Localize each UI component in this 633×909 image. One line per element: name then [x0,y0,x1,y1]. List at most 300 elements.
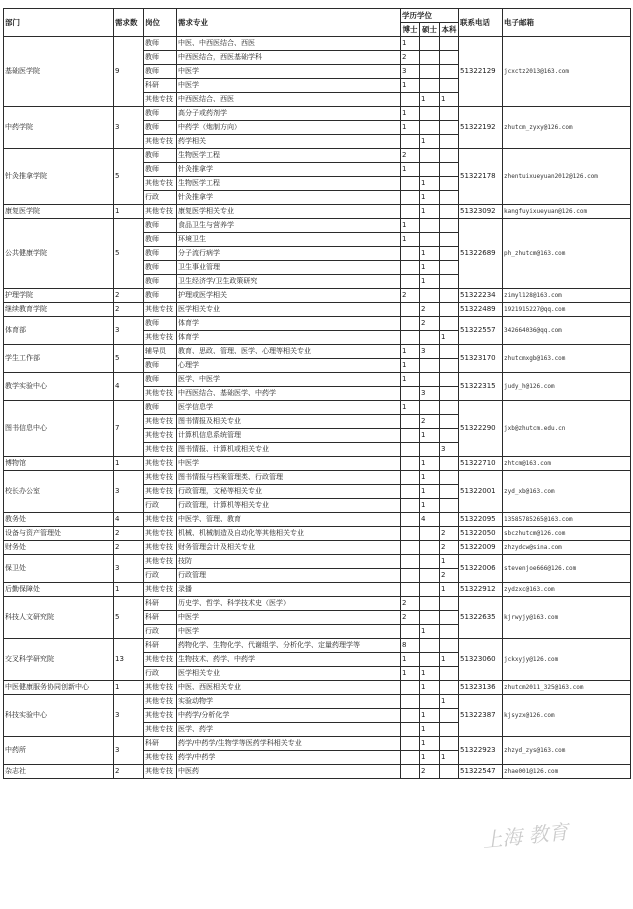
position-cell: 科研 [144,639,177,653]
position-cell: 其他专技 [144,751,177,765]
master-cell [420,611,440,625]
dept-email-cell: kjsyzx@126.com [503,695,631,737]
dept-count-cell: 2 [114,527,144,541]
master-cell [420,359,440,373]
bachelor-cell [440,219,459,233]
master-cell [420,373,440,387]
bachelor-cell [440,359,459,373]
dept-count-cell: 4 [114,373,144,401]
bachelor-cell [440,247,459,261]
dept-email-cell: zhae001@126.com [503,765,631,779]
table-row [4,317,631,331]
phd-cell [401,471,420,485]
master-cell: 3 [420,387,440,401]
master-cell [420,65,440,79]
dept-phone-cell: 51322006 [459,555,503,583]
position-cell: 其他专技 [144,387,177,401]
dept-email-cell: kjrwyjy@163.com [503,597,631,639]
major-cell: 中西医结合、基础医学、中药学 [177,387,401,401]
table-row [4,681,631,695]
dept-phone-cell: 51322095 [459,513,503,527]
master-cell [420,597,440,611]
major-cell: 康复医学相关专业 [177,205,401,219]
dept-count-cell: 2 [114,303,144,317]
dept-name-cell: 后勤保障处 [4,583,114,597]
master-cell: 1 [420,737,440,751]
dept-count-cell: 3 [114,737,144,765]
table-row [4,289,631,303]
dept-name-cell: 教务处 [4,513,114,527]
header-major: 需求专业 [177,9,401,37]
dept-name-cell: 基础医学院 [4,37,114,107]
bachelor-cell [440,625,459,639]
table-row [4,149,631,163]
position-cell: 教师 [144,359,177,373]
phd-cell [401,429,420,443]
bachelor-cell [440,191,459,205]
dept-email-cell: zimyl128@163.com [503,289,631,303]
bachelor-cell [440,513,459,527]
phd-cell [401,569,420,583]
dept-phone-cell: 51322290 [459,401,503,457]
position-cell: 辅导员 [144,345,177,359]
dept-phone-cell: 51322912 [459,583,503,597]
dept-count-cell: 5 [114,149,144,205]
major-cell: 医学、药学 [177,723,401,737]
dept-count-cell: 5 [114,597,144,639]
recruitment-table [3,8,631,779]
bachelor-cell [440,765,459,779]
dept-count-cell: 1 [114,457,144,471]
bachelor-cell [440,415,459,429]
major-cell: 针灸推拿学 [177,163,401,177]
major-cell: 录播 [177,583,401,597]
phd-cell: 1 [401,401,420,415]
position-cell: 行政 [144,569,177,583]
major-cell: 高分子或药剂学 [177,107,401,121]
position-cell: 教师 [144,219,177,233]
bachelor-cell: 1 [440,93,459,107]
major-cell: 图书情报、计算机或相关专业 [177,443,401,457]
phd-cell: 3 [401,65,420,79]
major-cell: 医学相关专业 [177,303,401,317]
dept-phone-cell: 51323092 [459,205,503,219]
master-cell: 2 [420,415,440,429]
dept-phone-cell: 51323136 [459,681,503,695]
dept-name-cell: 康复医学院 [4,205,114,219]
dept-count-cell: 13 [114,639,144,681]
dept-phone-cell: 51322489 [459,303,503,317]
bachelor-cell [440,275,459,289]
dept-phone-cell: 51323060 [459,639,503,681]
dept-email-cell: judy_h@126.com [503,373,631,401]
master-cell: 1 [420,135,440,149]
phd-cell [401,681,420,695]
table-header [4,9,631,37]
phd-cell: 1 [401,79,420,93]
major-cell: 中医、西医相关专业 [177,681,401,695]
master-cell: 2 [420,765,440,779]
position-cell: 其他专技 [144,555,177,569]
position-cell: 其他专技 [144,331,177,345]
bachelor-cell [440,485,459,499]
phd-cell [401,205,420,219]
position-cell: 科研 [144,611,177,625]
master-cell: 1 [420,751,440,765]
bachelor-cell [440,317,459,331]
major-cell: 体育学 [177,317,401,331]
phd-cell: 1 [401,233,420,247]
master-cell: 1 [420,667,440,681]
master-cell: 1 [420,177,440,191]
major-cell: 实验动物学 [177,695,401,709]
dept-count-cell: 5 [114,219,144,289]
table-row [4,639,631,653]
phd-cell [401,331,420,345]
position-cell: 其他专技 [144,93,177,107]
dept-count-cell: 1 [114,205,144,219]
major-cell: 体育学 [177,331,401,345]
phd-cell [401,93,420,107]
phd-cell [401,317,420,331]
table-row [4,303,631,317]
phd-cell: 8 [401,639,420,653]
dept-phone-cell: 51322387 [459,695,503,737]
dept-email-cell: jcxctz2013@163.com [503,37,631,107]
major-cell: 生物技术、药学、中药学 [177,653,401,667]
phd-cell: 1 [401,121,420,135]
phd-cell [401,247,420,261]
phd-cell: 2 [401,149,420,163]
phd-cell [401,415,420,429]
master-cell [420,401,440,415]
phd-cell [401,443,420,457]
dept-count-cell: 3 [114,317,144,345]
position-cell: 行政 [144,667,177,681]
phd-cell: 1 [401,373,420,387]
dept-count-cell: 3 [114,107,144,149]
master-cell: 1 [420,247,440,261]
phd-cell [401,737,420,751]
dept-email-cell: zyd_xb@163.com [503,471,631,513]
position-cell: 其他专技 [144,583,177,597]
table-row [4,541,631,555]
position-cell: 其他专技 [144,205,177,219]
bachelor-cell [440,709,459,723]
master-cell: 1 [420,205,440,219]
phd-cell [401,723,420,737]
phd-cell [401,625,420,639]
master-cell: 1 [420,723,440,737]
position-cell: 其他专技 [144,513,177,527]
header-phone: 联系电话 [459,9,503,37]
major-cell: 行政管理，文秘等相关专业 [177,485,401,499]
bachelor-cell: 1 [440,331,459,345]
master-cell [420,541,440,555]
bachelor-cell [440,177,459,191]
major-cell: 中医药 [177,765,401,779]
phd-cell [401,695,420,709]
phd-cell: 1 [401,667,420,681]
bachelor-cell [440,723,459,737]
bachelor-cell: 1 [440,653,459,667]
bachelor-cell: 2 [440,541,459,555]
major-cell: 行政管理，计算机等相关专业 [177,499,401,513]
dept-name-cell: 护理学院 [4,289,114,303]
position-cell: 其他专技 [144,765,177,779]
master-cell [420,37,440,51]
bachelor-cell [440,457,459,471]
dept-count-cell: 5 [114,345,144,373]
header-position: 岗位 [144,9,177,37]
position-cell: 其他专技 [144,541,177,555]
major-cell: 中医学 [177,611,401,625]
dept-phone-cell: 51322923 [459,737,503,765]
phd-cell [401,513,420,527]
header-count: 需求数 [114,9,144,37]
phd-cell: 1 [401,359,420,373]
major-cell: 生物医学工程 [177,149,401,163]
phd-cell [401,583,420,597]
dept-count-cell: 2 [114,541,144,555]
phd-cell: 2 [401,611,420,625]
position-cell: 其他专技 [144,681,177,695]
master-cell: 3 [420,345,440,359]
dept-name-cell: 设备与资产管理处 [4,527,114,541]
master-cell [420,695,440,709]
master-cell: 1 [420,457,440,471]
master-cell [420,219,440,233]
table-row [4,107,631,121]
master-cell: 1 [420,709,440,723]
master-cell [420,639,440,653]
dept-phone-cell: 51322710 [459,457,503,471]
major-cell: 环境卫生 [177,233,401,247]
dept-email-cell: zhtcm@163.com [503,457,631,471]
dept-name-cell: 学生工作部 [4,345,114,373]
major-cell: 医学信息学 [177,401,401,415]
dept-name-cell: 杂志社 [4,765,114,779]
header-bachelor: 本科 [440,23,459,37]
dept-email-cell: zhutcm2011_325@163.com [503,681,631,695]
bachelor-cell [440,611,459,625]
dept-phone-cell: 51322547 [459,765,503,779]
bachelor-cell: 1 [440,555,459,569]
dept-name-cell: 教学实验中心 [4,373,114,401]
position-cell: 科研 [144,597,177,611]
phd-cell: 1 [401,107,420,121]
master-cell: 4 [420,513,440,527]
bachelor-cell [440,37,459,51]
bachelor-cell [440,373,459,387]
position-cell: 教师 [144,107,177,121]
dept-count-cell: 1 [114,583,144,597]
master-cell [420,443,440,457]
master-cell [420,555,440,569]
table-row [4,457,631,471]
table-row [4,527,631,541]
phd-cell: 1 [401,219,420,233]
table-row [4,219,631,233]
major-cell: 图书情报与档案管理类、行政管理 [177,471,401,485]
bachelor-cell [440,499,459,513]
phd-cell [401,555,420,569]
position-cell: 其他专技 [144,177,177,191]
table-body [4,37,631,779]
position-cell: 行政 [144,625,177,639]
position-cell: 教师 [144,275,177,289]
bachelor-cell: 2 [440,569,459,583]
table-row [4,205,631,219]
bachelor-cell [440,205,459,219]
major-cell: 中医学 [177,457,401,471]
table-row [4,597,631,611]
phd-cell [401,191,420,205]
dept-email-cell: 342664036@qq.com [503,317,631,345]
dept-name-cell: 中医健康服务协同创新中心 [4,681,114,695]
dept-phone-cell: 51322050 [459,527,503,541]
phd-cell [401,177,420,191]
phd-cell [401,457,420,471]
dept-phone-cell: 51322009 [459,541,503,555]
bachelor-cell: 1 [440,583,459,597]
position-cell: 行政 [144,499,177,513]
position-cell: 教师 [144,317,177,331]
master-cell: 1 [420,499,440,513]
major-cell: 分子流行病学 [177,247,401,261]
position-cell: 其他专技 [144,443,177,457]
position-cell: 其他专技 [144,527,177,541]
dept-count-cell: 9 [114,37,144,107]
master-cell [420,527,440,541]
dept-count-cell: 7 [114,401,144,457]
major-cell: 医学、中医学 [177,373,401,387]
bachelor-cell [440,107,459,121]
dept-name-cell: 保卫处 [4,555,114,583]
position-cell: 教师 [144,121,177,135]
master-cell [420,331,440,345]
dept-email-cell: jckxyjy@126.com [503,639,631,681]
dept-name-cell: 中药学院 [4,107,114,149]
bachelor-cell [440,387,459,401]
master-cell: 1 [420,471,440,485]
master-cell: 1 [420,625,440,639]
master-cell [420,233,440,247]
major-cell: 生物医学工程 [177,177,401,191]
major-cell: 图书情报及相关专业 [177,415,401,429]
position-cell: 其他专技 [144,135,177,149]
table-row [4,513,631,527]
phd-cell [401,499,420,513]
master-cell [420,653,440,667]
major-cell: 教育、思政、管理、医学、心理等相关专业 [177,345,401,359]
bachelor-cell: 3 [440,443,459,457]
dept-count-cell: 3 [114,555,144,583]
dept-email-cell: kangfuyixueyuan@126.com [503,205,631,219]
major-cell: 药物化学、生物化学、代谢组学、分析化学、定量药理学等 [177,639,401,653]
dept-email-cell: 13585785265@163.com [503,513,631,527]
major-cell: 中西医结合，西医基础学科 [177,51,401,65]
table-row [4,583,631,597]
bachelor-cell [440,597,459,611]
dept-count-cell: 2 [114,289,144,303]
major-cell: 历史学、哲学、科学技术史（医学） [177,597,401,611]
major-cell: 中药学/分析化学 [177,709,401,723]
phd-cell [401,485,420,499]
master-cell [420,51,440,65]
bachelor-cell [440,401,459,415]
dept-email-cell: zhentuixueyuan2012@126.com [503,149,631,205]
major-cell: 卫生经济学/卫生政策研究 [177,275,401,289]
bachelor-cell [440,737,459,751]
dept-name-cell: 继续教育学院 [4,303,114,317]
dept-phone-cell: 51322192 [459,107,503,149]
table-row [4,695,631,709]
phd-cell [401,135,420,149]
phd-cell [401,541,420,555]
position-cell: 其他专技 [144,429,177,443]
major-cell: 食品卫生与营养学 [177,219,401,233]
major-cell: 药学/中药学/生物学等医药学科相关专业 [177,737,401,751]
table-row [4,737,631,751]
table-row [4,373,631,387]
header-phd: 博士 [401,23,420,37]
position-cell: 其他专技 [144,723,177,737]
phd-cell [401,303,420,317]
major-cell: 计算机信息系统管理 [177,429,401,443]
major-cell: 中医学 [177,65,401,79]
major-cell: 财务管理会计及相关专业 [177,541,401,555]
dept-email-cell: zhzydcw@sina.com [503,541,631,555]
dept-name-cell: 科技人文研究院 [4,597,114,639]
dept-name-cell: 交叉科学研究院 [4,639,114,681]
dept-name-cell: 中药所 [4,737,114,765]
master-cell [420,121,440,135]
bachelor-cell [440,429,459,443]
bachelor-cell [440,345,459,359]
major-cell: 中药学（炮制方向） [177,121,401,135]
bachelor-cell: 1 [440,751,459,765]
dept-phone-cell: 51323170 [459,345,503,373]
master-cell: 2 [420,317,440,331]
position-cell: 其他专技 [144,303,177,317]
table-row [4,401,631,415]
dept-phone-cell: 51322689 [459,219,503,289]
phd-cell [401,709,420,723]
phd-cell [401,765,420,779]
major-cell: 中西医结合、西医 [177,93,401,107]
position-cell: 教师 [144,149,177,163]
dept-count-cell: 3 [114,695,144,737]
major-cell: 护理或医学相关 [177,289,401,303]
bachelor-cell [440,233,459,247]
major-cell: 针灸推拿学 [177,191,401,205]
position-cell: 教师 [144,401,177,415]
position-cell: 其他专技 [144,415,177,429]
watermark: 上海 教育 [481,819,570,853]
phd-cell: 2 [401,289,420,303]
position-cell: 其他专技 [144,653,177,667]
master-cell [420,79,440,93]
phd-cell: 2 [401,51,420,65]
header-email: 电子邮箱 [503,9,631,37]
dept-email-cell: zhzyd_zys@163.com [503,737,631,765]
position-cell: 教师 [144,65,177,79]
phd-cell [401,275,420,289]
phd-cell [401,527,420,541]
position-cell: 教师 [144,373,177,387]
table-row [4,471,631,485]
